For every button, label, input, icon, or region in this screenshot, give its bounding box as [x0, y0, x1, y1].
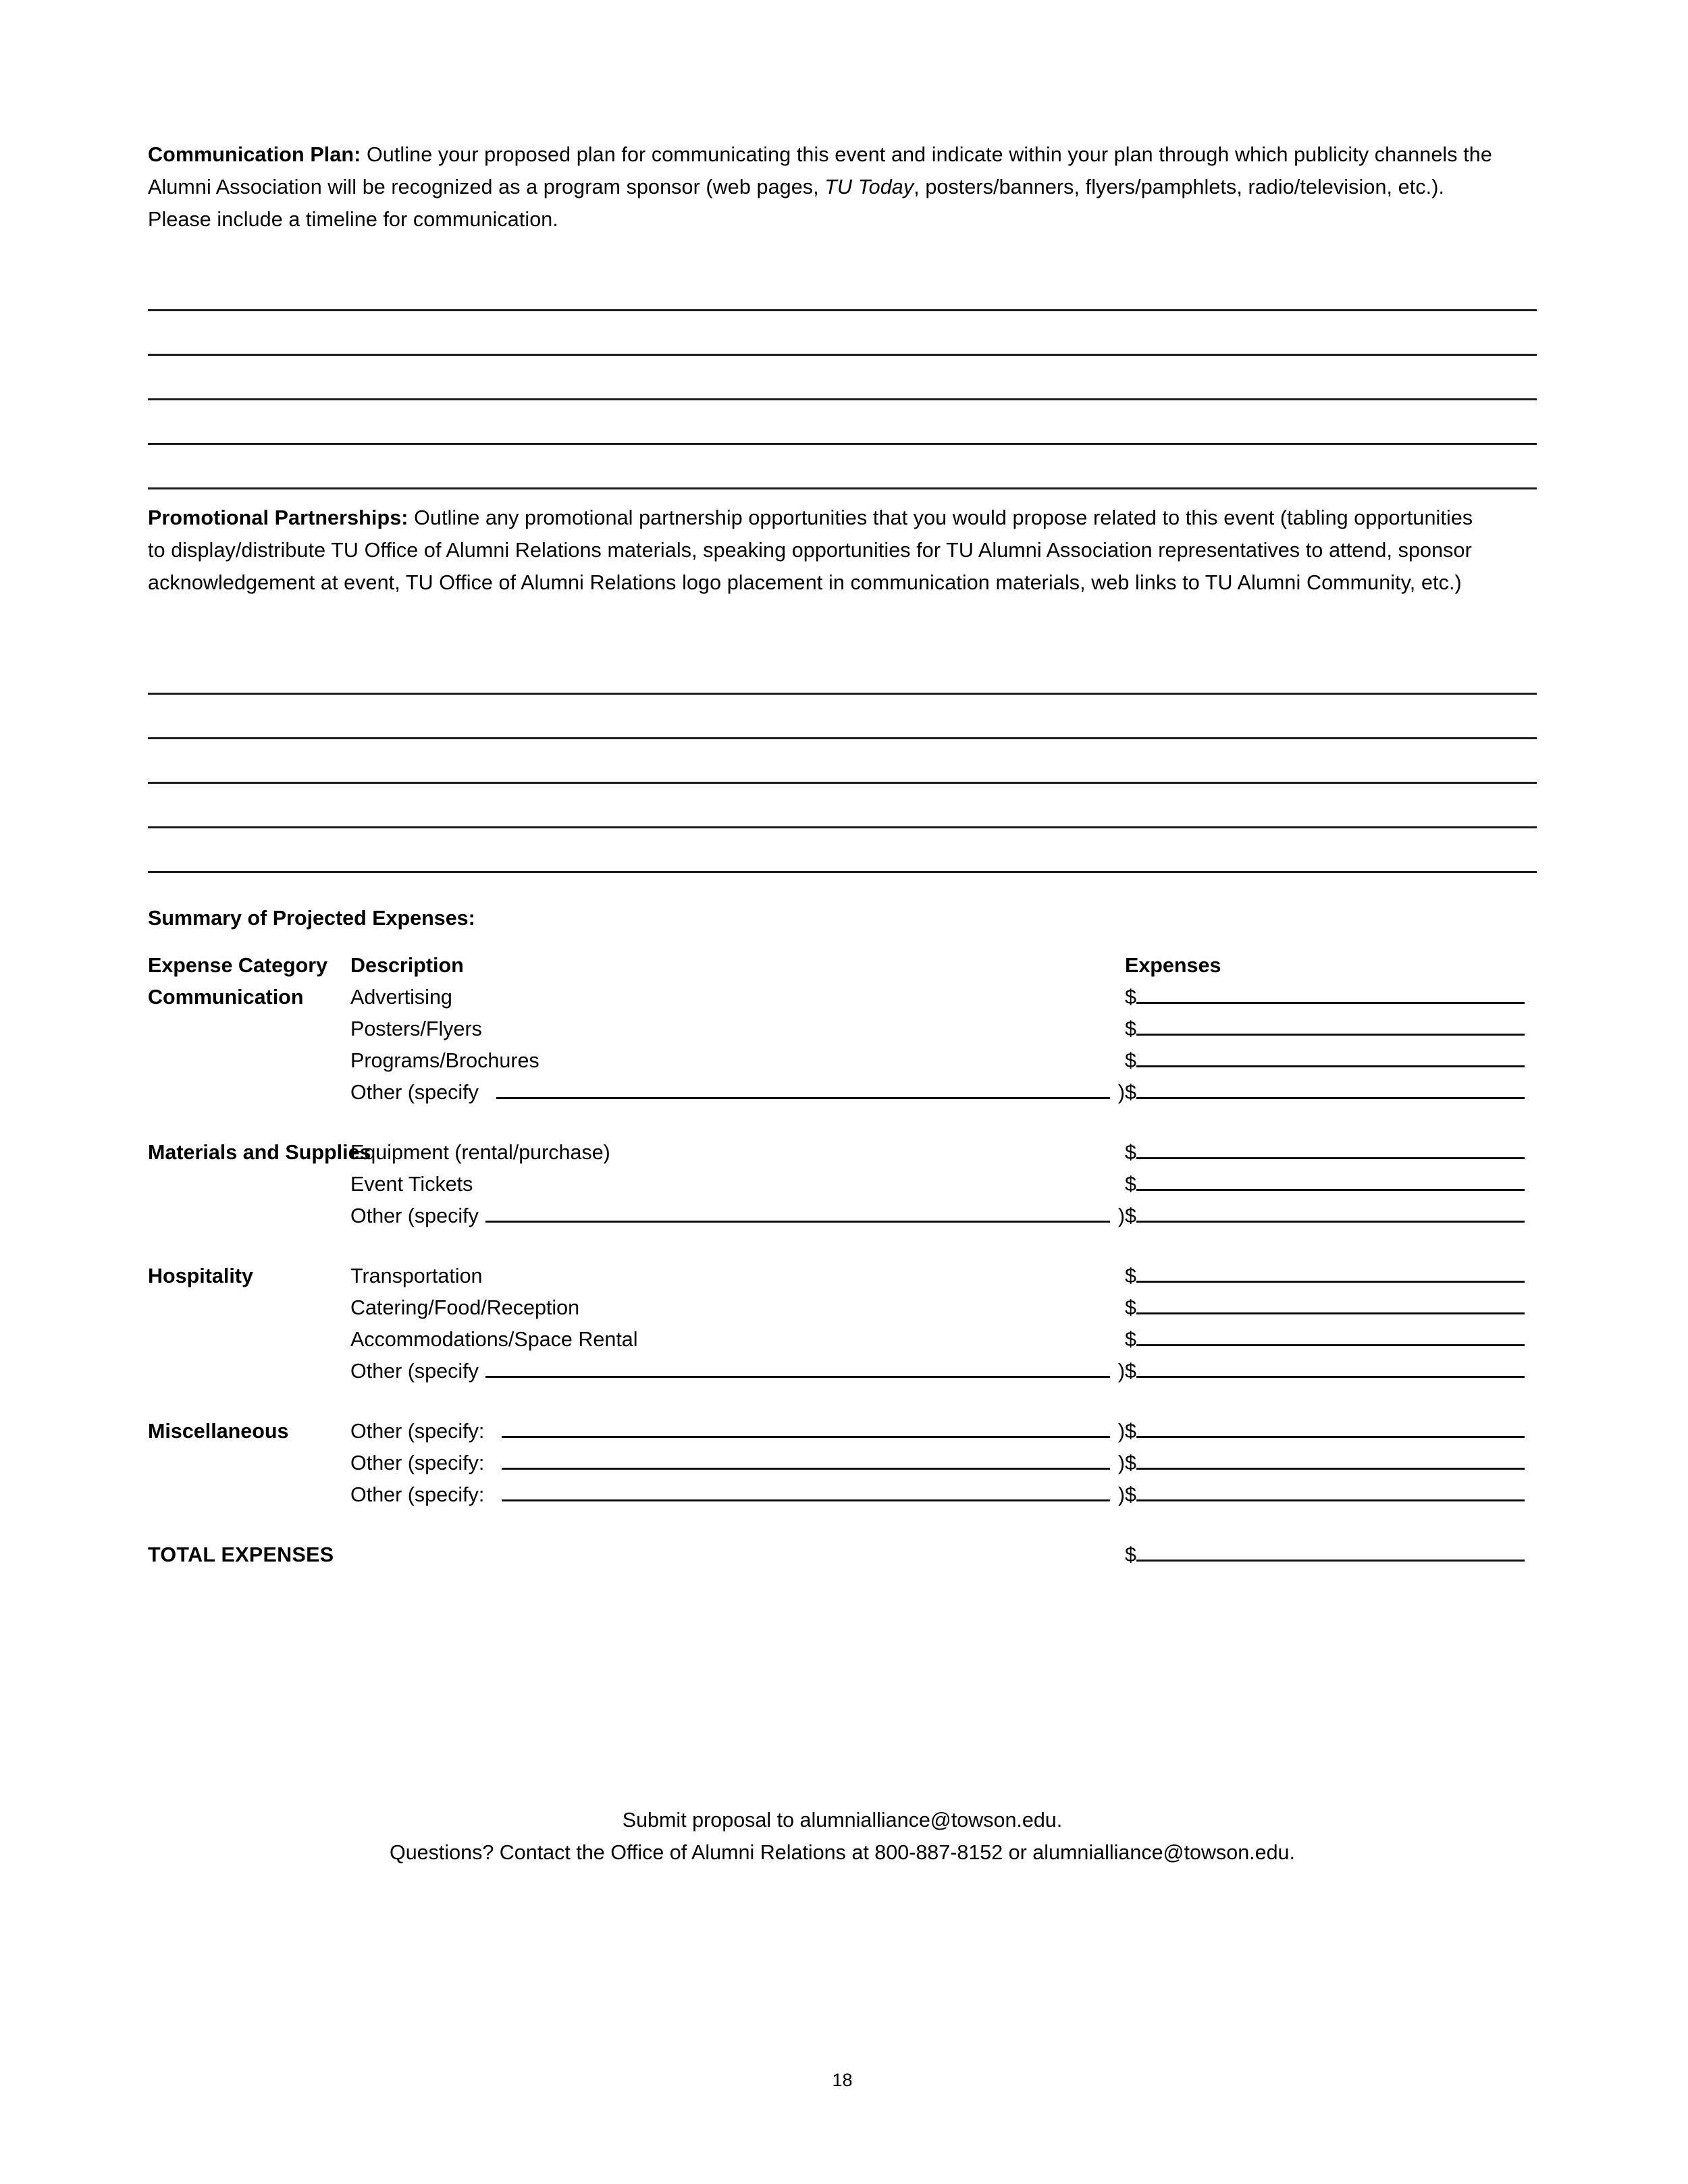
communication-plan-body-1: Outline your proposed plan for communicating this event and indicate within your plan through which publicity channels the Alumni Association will be recognized as a program sponsor (web pages, — [148, 143, 1492, 198]
closing-paren: ) — [1117, 1360, 1125, 1383]
currency-symbol: $ — [1125, 1173, 1136, 1196]
expense-description-cell — [350, 1420, 1125, 1443]
expense-description-label: Other (specify — [350, 1204, 479, 1227]
expense-description-label: Transportation — [350, 1264, 483, 1287]
expense-description-cell — [350, 1017, 1125, 1040]
expense-amount-cell — [1125, 1141, 1537, 1164]
expense-table-row — [148, 1164, 1537, 1196]
promotional-partnerships-label: Promotional Partnerships: — [148, 506, 408, 529]
expense-amount-cell — [1125, 1360, 1537, 1383]
expense-table-header-row — [148, 945, 1537, 977]
footer-submit-instruction: Submit proposal to alumnialliance@towson.edu. — [622, 1809, 1063, 1832]
answer-line[interactable] — [148, 784, 1537, 828]
column-header-expense-category: Expense Category — [148, 954, 328, 977]
expense-amount-cell — [1125, 1420, 1537, 1443]
communication-plan-label: Communication Plan: — [148, 143, 361, 166]
expense-amount-cell — [1125, 1264, 1537, 1287]
answer-line[interactable] — [148, 695, 1537, 739]
expense-amount-cell — [1125, 986, 1537, 1009]
currency-symbol: $ — [1125, 1543, 1136, 1566]
expense-table-row — [148, 1009, 1537, 1040]
expense-amount-field[interactable] — [1136, 1001, 1525, 1004]
expense-group-spacer — [148, 1104, 1537, 1132]
answer-line[interactable] — [148, 267, 1537, 311]
expense-table-row — [148, 1072, 1537, 1104]
currency-symbol: $ — [1125, 1141, 1136, 1164]
expense-description-label: Accommodations/Space Rental — [350, 1328, 638, 1351]
specify-text-field[interactable] — [485, 1375, 1110, 1378]
expense-description-cell — [350, 1483, 1125, 1506]
total-expenses-label: TOTAL EXPENSES — [148, 1543, 334, 1566]
expense-table-row — [148, 977, 1537, 1009]
expense-amount-cell — [1125, 1296, 1537, 1319]
expense-category-cell: Materials and Supplies — [148, 1141, 371, 1164]
specify-text-field[interactable] — [502, 1467, 1110, 1470]
expense-category-cell: Hospitality — [148, 1264, 253, 1287]
currency-symbol: $ — [1125, 1328, 1136, 1351]
total-expenses-amount-cell — [1125, 1543, 1537, 1566]
expense-amount-cell — [1125, 1328, 1537, 1351]
currency-symbol: $ — [1125, 1360, 1136, 1383]
expense-description-cell — [350, 1328, 1125, 1351]
summary-of-projected-expenses-heading: Summary of Projected Expenses: — [148, 907, 475, 930]
expense-amount-field[interactable] — [1136, 1188, 1525, 1191]
promotional-partnerships-prompt — [148, 502, 1481, 599]
specify-text-field[interactable] — [496, 1096, 1110, 1099]
expense-description-label: Catering/Food/Reception — [350, 1296, 580, 1319]
communication-plan-answer-lines[interactable] — [148, 267, 1537, 489]
expense-amount-field[interactable] — [1136, 1499, 1525, 1501]
expense-table-row — [148, 1040, 1537, 1072]
answer-line[interactable] — [148, 400, 1537, 445]
expense-description-cell — [350, 1204, 1125, 1227]
expense-amount-field[interactable] — [1136, 1156, 1525, 1159]
expense-description-cell — [350, 1264, 1125, 1287]
expense-amount-cell — [1125, 1049, 1537, 1072]
currency-symbol: $ — [1125, 1017, 1136, 1040]
expense-table-row — [148, 1443, 1537, 1474]
expense-table-row — [148, 1319, 1537, 1351]
expense-table-row — [148, 1411, 1537, 1443]
expense-amount-field[interactable] — [1136, 1467, 1525, 1470]
tu-today-italic: TU Today — [824, 176, 914, 198]
expense-description-label: Other (specify: — [350, 1451, 485, 1474]
expense-amount-field[interactable] — [1136, 1033, 1525, 1036]
expense-description-cell — [350, 1141, 1125, 1164]
currency-symbol: $ — [1125, 1420, 1136, 1443]
expense-table-row — [148, 1287, 1537, 1319]
expense-table — [148, 945, 1537, 1506]
total-expenses-amount-field[interactable] — [1136, 1559, 1525, 1562]
answer-line[interactable] — [148, 650, 1537, 695]
expense-category-cell: Communication — [148, 986, 304, 1009]
expense-description-label: Other (specify: — [350, 1420, 485, 1443]
closing-paren: ) — [1117, 1483, 1125, 1506]
expense-description-cell — [350, 1081, 1125, 1104]
expense-amount-field[interactable] — [1136, 1096, 1525, 1099]
footer-questions-instruction: Questions? Contact the Office of Alumni Relations at 800-887-8152 or alumnialliance@towson.edu. — [390, 1841, 1295, 1864]
expense-category-cell: Miscellaneous — [148, 1420, 289, 1443]
expense-amount-cell — [1125, 1451, 1537, 1474]
answer-line[interactable] — [148, 356, 1537, 400]
answer-line[interactable] — [148, 828, 1537, 873]
expense-table-row — [148, 1474, 1537, 1506]
currency-symbol: $ — [1125, 1081, 1136, 1104]
closing-paren: ) — [1117, 1420, 1125, 1443]
page-number: 18 — [832, 2070, 853, 2090]
specify-text-field[interactable] — [485, 1220, 1110, 1223]
expense-description-cell — [350, 1173, 1125, 1196]
expense-amount-cell — [1125, 1081, 1537, 1104]
answer-line[interactable] — [148, 445, 1537, 489]
currency-symbol: $ — [1125, 1296, 1136, 1319]
expense-amount-field[interactable] — [1136, 1435, 1525, 1438]
expense-description-cell — [350, 1296, 1125, 1319]
expense-table-row — [148, 1351, 1537, 1383]
expense-amount-field[interactable] — [1136, 1375, 1525, 1378]
closing-paren: ) — [1117, 1081, 1125, 1104]
expense-description-label: Event Tickets — [350, 1173, 473, 1196]
currency-symbol: $ — [1125, 1049, 1136, 1072]
expense-description-label: Programs/Brochures — [350, 1049, 539, 1072]
expense-amount-cell — [1125, 1483, 1537, 1506]
currency-symbol: $ — [1125, 1204, 1136, 1227]
column-header-expenses: Expenses — [1125, 954, 1221, 977]
currency-symbol: $ — [1125, 1483, 1136, 1506]
expense-amount-cell — [1125, 1173, 1537, 1196]
expense-description-label: Other (specify — [350, 1360, 479, 1383]
expense-description-label: Advertising — [350, 986, 452, 1009]
expense-description-label: Posters/Flyers — [350, 1017, 482, 1040]
expense-amount-field[interactable] — [1136, 1220, 1525, 1223]
expense-amount-field[interactable] — [1136, 1280, 1525, 1283]
promotional-partnerships-body: Outline any promotional partnership opportunities that you would propose related to this event (tabling opportunities to display/distribute TU Office of Alumni Relations materials, speaking opportunities for TU Alumni Association representatives to attend, sponsor acknowledgement at event, TU Office of Alumni Relations logo placement in communication materials, web links to TU Alumni Community, etc.) — [148, 506, 1473, 594]
expense-description-label: Equipment (rental/purchase) — [350, 1141, 610, 1164]
expense-description-cell — [350, 1451, 1125, 1474]
expense-amount-cell — [1125, 1204, 1537, 1227]
expense-amount-field[interactable] — [1136, 1312, 1525, 1314]
expense-description-label: Other (specify — [350, 1081, 479, 1104]
expense-amount-field[interactable] — [1136, 1065, 1525, 1067]
currency-symbol: $ — [1125, 986, 1136, 1009]
specify-text-field[interactable] — [502, 1435, 1110, 1438]
closing-paren: ) — [1117, 1204, 1125, 1227]
expense-amount-cell — [1125, 1017, 1537, 1040]
communication-plan-prompt — [148, 138, 1498, 236]
answer-line[interactable] — [148, 739, 1537, 784]
expense-table-row — [148, 1132, 1537, 1164]
expense-group-spacer — [148, 1227, 1537, 1256]
currency-symbol: $ — [1125, 1264, 1136, 1287]
currency-symbol: $ — [1125, 1451, 1136, 1474]
expense-description-label: Other (specify: — [350, 1483, 485, 1506]
column-header-description-label: Description — [350, 954, 464, 977]
expense-table-row — [148, 1256, 1537, 1287]
communication-plan-body-2: , posters/banners, flyers/pamphlets, radio/television, etc.). Please include a timeline for communication. — [148, 176, 1445, 231]
total-expenses-row — [148, 1543, 1537, 1566]
column-header-description — [350, 954, 1125, 977]
closing-paren: ) — [1117, 1451, 1125, 1474]
expense-description-cell — [350, 1360, 1125, 1383]
expense-group-spacer — [148, 1383, 1537, 1411]
specify-text-field[interactable] — [502, 1499, 1110, 1501]
expense-table-row — [148, 1196, 1537, 1227]
expense-description-cell — [350, 1049, 1125, 1072]
answer-line[interactable] — [148, 311, 1537, 356]
expense-amount-field[interactable] — [1136, 1343, 1525, 1346]
expense-description-cell — [350, 986, 1125, 1009]
promotional-partnerships-answer-lines[interactable] — [148, 650, 1537, 873]
